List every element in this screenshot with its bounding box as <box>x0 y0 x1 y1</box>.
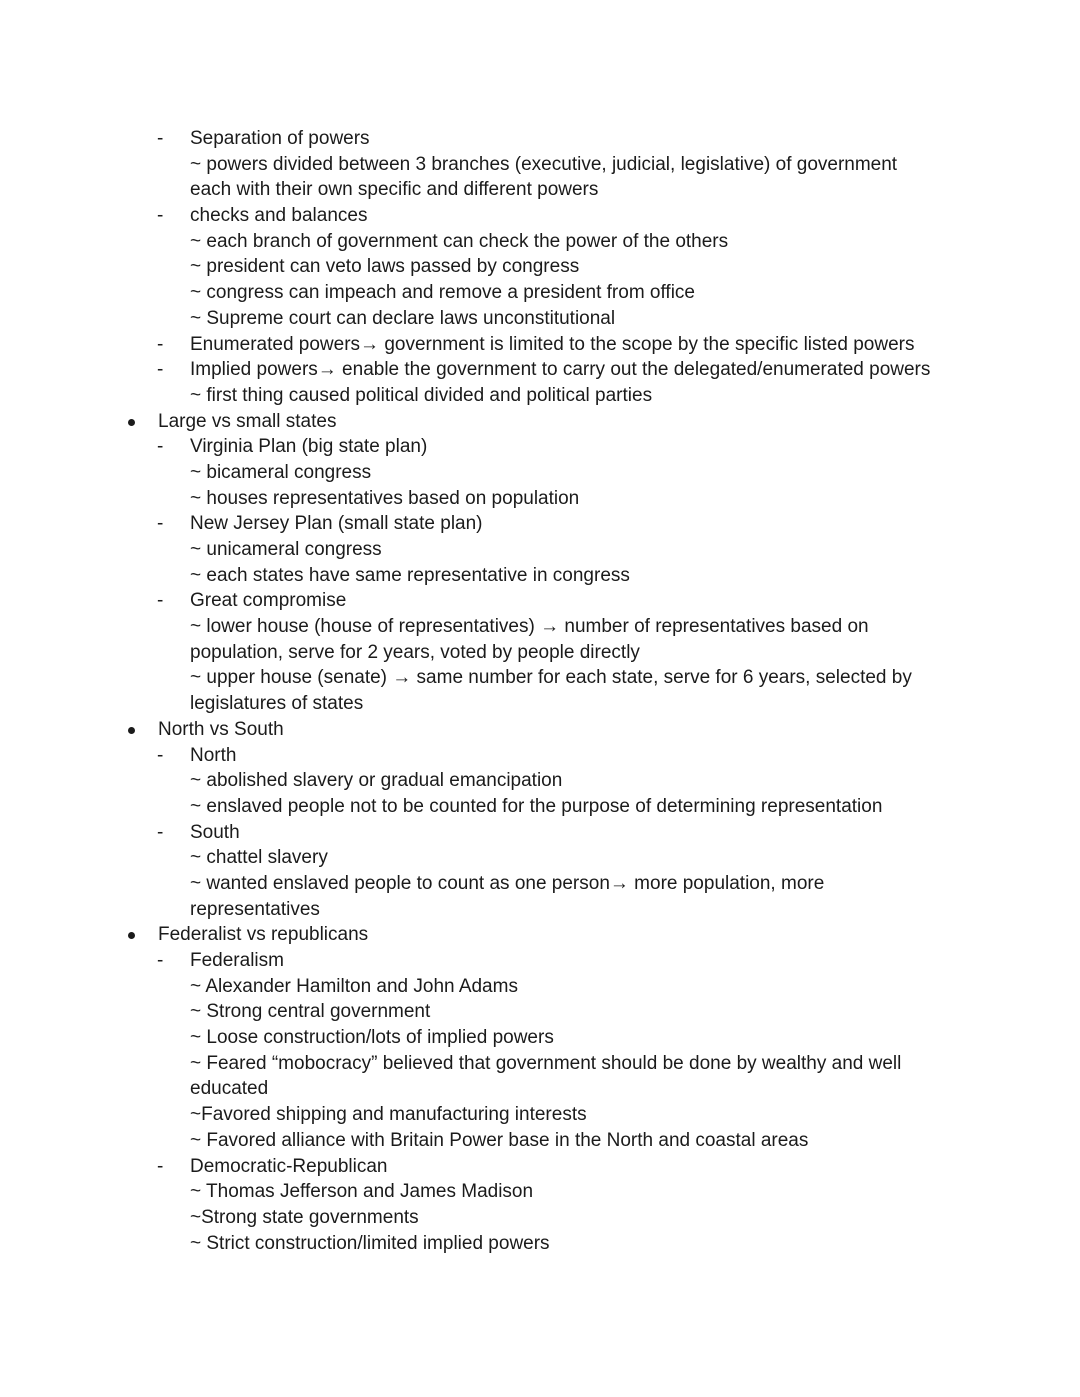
bullet-dot-icon <box>128 419 135 426</box>
line-text: ~ each states have same representative in congress <box>190 564 630 586</box>
detail-line <box>0 254 1080 280</box>
line-text: Federalism <box>190 950 284 971</box>
detail-line <box>0 614 1080 640</box>
dash-marker: - <box>157 128 164 149</box>
detail-line <box>0 383 1080 409</box>
detail-line <box>0 1102 1080 1128</box>
dash-marker: - <box>157 744 164 766</box>
line-text: ~ enslaved people not to be counted for the purpose of determining representation <box>190 795 883 817</box>
detail-line <box>0 177 1080 203</box>
line-text: ~ first thing caused political divided and political parties <box>190 384 653 406</box>
detail-line <box>0 152 1080 178</box>
bullet-dot-icon <box>128 932 135 939</box>
detail-line <box>0 280 1080 306</box>
dash-subitem <box>0 588 1080 614</box>
bullet-dot-icon <box>128 727 135 734</box>
detail-line <box>0 1076 1080 1102</box>
dash-subitem <box>0 126 1080 152</box>
dash-subitem <box>0 511 1080 537</box>
line-text: Virginia Plan (big state plan) <box>190 436 428 458</box>
bullet-heading <box>0 922 1080 948</box>
line-text: Large vs small states <box>158 410 337 432</box>
line-text: North vs South <box>158 718 284 740</box>
dash-subitem <box>0 948 1080 974</box>
detail-line <box>0 871 1080 897</box>
detail-line <box>0 845 1080 871</box>
bullet-heading <box>0 409 1080 435</box>
detail-line <box>0 306 1080 332</box>
dash-subitem <box>0 820 1080 846</box>
dash-marker: - <box>157 950 164 971</box>
line-text: ~Favored shipping and manufacturing interests <box>190 1104 587 1126</box>
detail-line <box>0 563 1080 589</box>
line-text: New Jersey Plan (small state plan) <box>190 513 483 535</box>
detail-line <box>0 1179 1080 1205</box>
bullet-heading <box>0 717 1080 743</box>
detail-line <box>0 1205 1080 1231</box>
line-text: South <box>190 821 240 843</box>
dash-marker: - <box>157 436 164 458</box>
line-text: ~Strong state governments <box>190 1206 419 1228</box>
notes-document <box>0 126 1080 1256</box>
line-text: Separation of powers <box>190 128 370 149</box>
detail-line <box>0 691 1080 717</box>
line-text: ~ bicameral congress <box>190 461 372 483</box>
line-text: ~ Favored alliance with Britain Power base in the North and coastal areas <box>190 1129 809 1151</box>
line-text: ~ Feared “mobocracy” believed that government should be done by wealthy and well <box>190 1052 902 1074</box>
line-text: ~ upper house (senate) → same number for each state, serve for 6 years, selected by <box>190 667 912 689</box>
line-text: population, serve for 2 years, voted by people directly <box>190 641 640 663</box>
line-text: representatives <box>190 898 320 920</box>
line-text: Enumerated powers→ government is limited to the scope by the specific listed powers <box>190 333 915 355</box>
line-text: ~ wanted enslaved people to count as one person→ more population, more <box>190 872 825 894</box>
dash-marker: - <box>157 513 164 535</box>
line-text: ~ powers divided between 3 branches (executive, judicial, legislative) of government <box>190 153 898 175</box>
detail-line <box>0 768 1080 794</box>
dash-marker: - <box>157 1155 164 1177</box>
line-text: ~ Strong central government <box>190 1001 431 1023</box>
detail-line <box>0 1128 1080 1154</box>
detail-line <box>0 229 1080 255</box>
detail-line <box>0 1231 1080 1257</box>
line-text: ~ Thomas Jefferson and James Madison <box>190 1181 534 1203</box>
dash-marker: - <box>157 359 164 381</box>
line-text: North <box>190 744 237 766</box>
detail-line <box>0 640 1080 666</box>
dash-subitem <box>0 203 1080 229</box>
line-text: ~ unicameral congress <box>190 539 382 560</box>
line-text: checks and balances <box>190 205 368 227</box>
dash-marker: - <box>157 205 164 227</box>
line-text: each with their own specific and different powers <box>190 179 599 201</box>
line-text: ~ Loose construction/lots of implied powers <box>190 1027 554 1049</box>
line-text: educated <box>190 1078 269 1100</box>
dash-subitem <box>0 1154 1080 1180</box>
detail-line <box>0 460 1080 486</box>
line-text: Democratic-Republican <box>190 1155 388 1177</box>
line-text: ~ congress can impeach and remove a president from office <box>190 282 696 304</box>
dash-subitem <box>0 434 1080 460</box>
line-text: ~ Strict construction/limited implied powers <box>190 1232 550 1254</box>
dash-subitem <box>0 357 1080 383</box>
line-text: ~ houses representatives based on population <box>190 487 580 509</box>
dash-subitem <box>0 332 1080 358</box>
line-text: legislatures of states <box>190 693 364 715</box>
detail-line <box>0 897 1080 923</box>
line-text: Implied powers→ enable the government to carry out the delegated/enumerated powers <box>190 359 931 381</box>
line-text: ~ each branch of government can check the power of the others <box>190 230 729 252</box>
line-text: Great compromise <box>190 590 347 612</box>
line-text: ~ president can veto laws passed by congress <box>190 256 580 278</box>
line-text: ~ lower house (house of representatives) → number of representatives based on <box>190 616 869 638</box>
dash-marker: - <box>157 821 164 843</box>
dash-marker: - <box>157 333 164 355</box>
detail-line <box>0 974 1080 1000</box>
detail-line <box>0 1051 1080 1077</box>
line-text: ~ abolished slavery or gradual emancipation <box>190 770 563 792</box>
detail-line <box>0 999 1080 1025</box>
dash-marker: - <box>157 590 164 612</box>
detail-line <box>0 537 1080 563</box>
line-text: ~ chattel slavery <box>190 847 328 869</box>
line-text: ~ Alexander Hamilton and John Adams <box>190 975 518 997</box>
dash-subitem <box>0 743 1080 769</box>
detail-line <box>0 1025 1080 1051</box>
detail-line <box>0 794 1080 820</box>
line-text: ~ Supreme court can declare laws unconstitutional <box>190 307 616 329</box>
detail-line <box>0 486 1080 512</box>
line-text: Federalist vs republicans <box>158 924 369 946</box>
detail-line <box>0 665 1080 691</box>
